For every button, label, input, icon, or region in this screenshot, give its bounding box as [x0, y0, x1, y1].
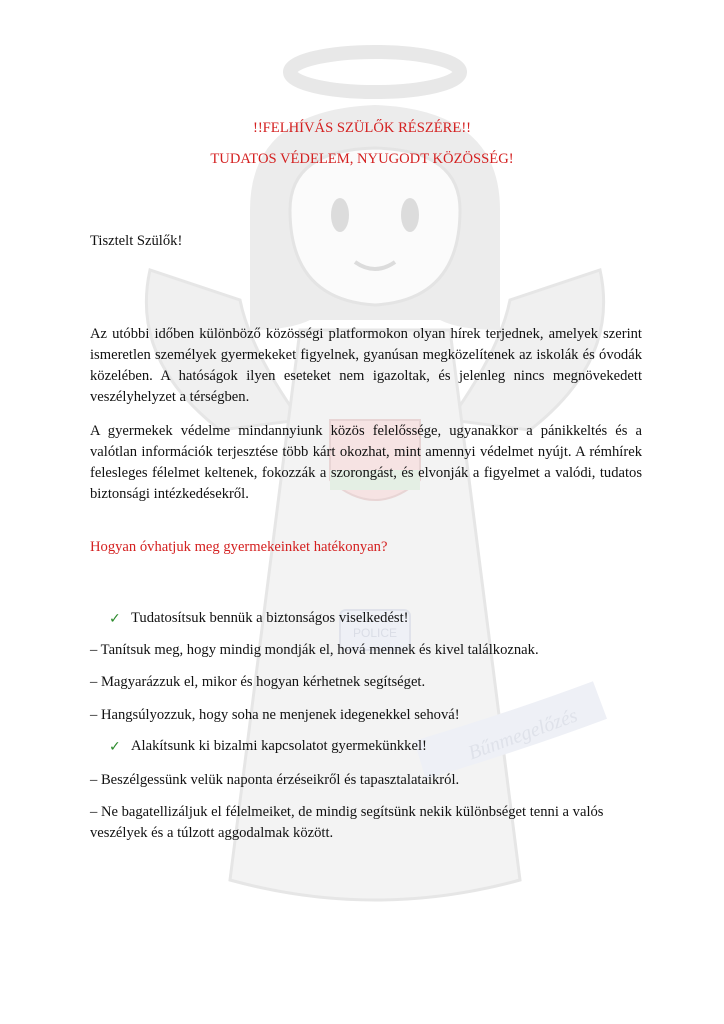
paragraph-2: A gyermekek védelme mindannyiunk közös felelőssége, ugyanakkor a pánikkeltés és a valótlan információk terjesztése több kárt okozhat, mint amennyi védelmet nyújt. A rémhírek felesleges félelmet keltenek, fokozzák a szorongást, és elvonják a figyelmet a valódi, tudatos biztonsági intézkedésekről.	[90, 423, 642, 502]
check-item-1	[109, 610, 409, 627]
dash-item-5: – Ne bagatellizáljuk el félelmeiket, de mindig segítsünk nekik különbséget tenni a valós veszélyek és a túlzott aggodalmak között.	[90, 804, 604, 841]
subheading: Hogyan óvhatjuk meg gyermekeinket hatékonyan?	[90, 539, 388, 555]
check-item-1-text: Tudatosítsuk bennük a biztonságos viselkedést!	[131, 610, 409, 626]
paragraph-1: Az utóbbi időben különböző közösségi platformokon olyan hírek terjednek, amelyek szerint ismeretlen személyek gyermekeket figyelnek, gyanúsan megközelítenek az iskolák és óvodák közelében. A hatóságok ilyen eseteket nem igazoltak, és jelenleg nincs megnövekedett veszélyhelyzet a térségben.	[90, 326, 642, 405]
check-item-2	[109, 738, 427, 755]
dash-item-2: – Magyarázzuk el, mikor és hogyan kérhetnek segítséget.	[90, 674, 426, 690]
checkmark-icon: ✓	[109, 610, 121, 627]
ribbon-text: Bűnmegelőzés	[465, 704, 581, 765]
check-item-2-text: Alakítsunk ki bizalmi kapcsolatot gyermekünkkel!	[131, 738, 427, 754]
dash-item-1: – Tanítsuk meg, hogy mindig mondják el, hová mennek és kivel találkoznak.	[90, 642, 539, 658]
greeting: Tisztelt Szülők!	[90, 233, 183, 249]
checkmark-icon: ✓	[109, 738, 121, 755]
title-line-1: !!FELHÍVÁS SZÜLŐK RÉSZÉRE!!	[252, 120, 472, 136]
badge-text: POLICE	[352, 626, 398, 640]
title-line-2: TUDATOS VÉDELEM, NYUGODT KÖZÖSSÉG!	[210, 151, 514, 167]
dash-item-3: – Hangsúlyozzuk, hogy soha ne menjenek idegenekkel sehová!	[90, 707, 460, 723]
dash-item-4: – Beszélgessünk velük naponta érzéseikről és tapasztalataikról.	[90, 772, 460, 788]
